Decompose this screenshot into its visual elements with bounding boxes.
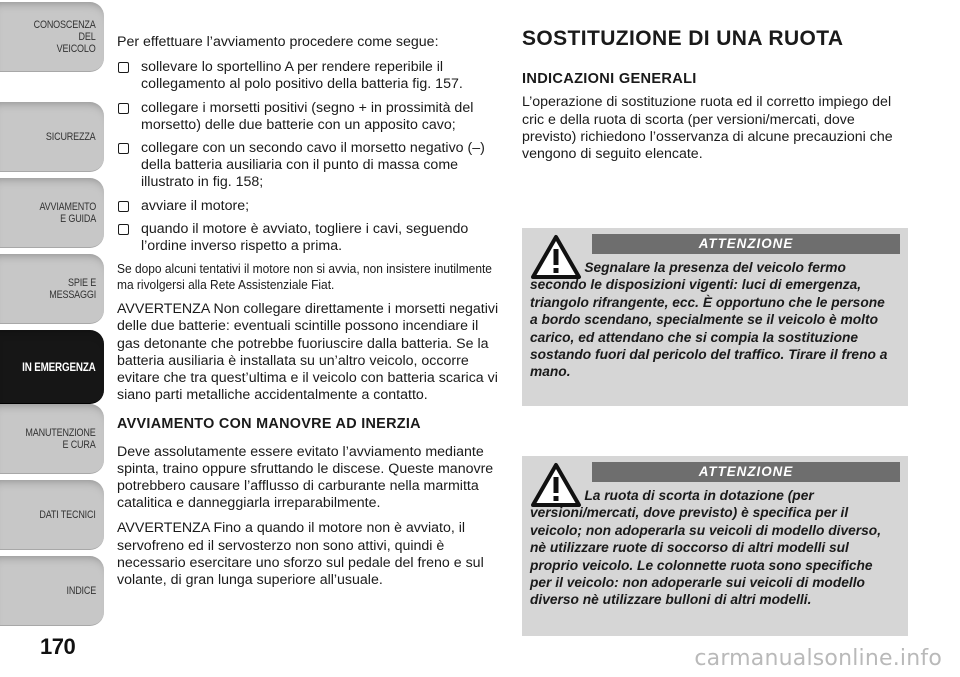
tab-dati-tecnici[interactable]	[0, 480, 104, 550]
intro-paragraph: Per effettuare l’avviamento procedere come segue:	[117, 34, 439, 50]
section-heading: AVVIAMENTO CON MANOVRE AD INERZIA	[117, 416, 421, 433]
step-text: sollevare lo sportellino A per rendere reperibile il collegamento al polo positivo della batteria fig. 157.	[141, 59, 463, 93]
note-paragraph: Se dopo alcuni tentativi il motore non si avvia, non insistere inutilmente ma rivolgersi alla Rete Assistenziale Fiat.	[117, 261, 492, 293]
tab-label: DATI TECNICI	[39, 508, 96, 521]
list-item	[117, 221, 503, 255]
step-text: collegare con un secondo cavo il morsetto negativo (–) della batteria ausiliaria con il punto di massa come illustrato in fig. 158;	[141, 140, 485, 191]
warning-box-1	[522, 228, 908, 406]
section-subtitle: INDICAZIONI GENERALI	[522, 71, 697, 88]
tab-avviamento-e-guida[interactable]	[0, 178, 104, 248]
steps-list	[117, 59, 503, 255]
watermark: carmanualsonline.info	[694, 646, 942, 671]
warning-heading: ATTENZIONE	[592, 462, 900, 482]
tab-indice[interactable]	[0, 556, 104, 626]
list-item	[117, 100, 503, 134]
checkbox-bullet-icon	[118, 103, 129, 114]
warning-box-2	[522, 456, 908, 636]
tab-conoscenza-del-veicolo[interactable]	[0, 2, 104, 72]
tab-label: MANUTENZIONE E CURA	[25, 426, 96, 451]
left-column	[117, 34, 503, 597]
tab-label: SPIE E MESSAGGI	[49, 276, 96, 301]
step-text: avviare il motore;	[141, 197, 250, 214]
list-item	[117, 59, 503, 93]
tab-label: AVVIAMENTO E GUIDA	[39, 200, 96, 225]
checkbox-bullet-icon	[118, 201, 129, 212]
tab-label: IN EMERGENZA	[22, 359, 96, 374]
list-item	[117, 140, 503, 192]
tab-sicurezza[interactable]	[0, 102, 104, 172]
tab-label: SICUREZZA	[46, 130, 96, 143]
checkbox-bullet-icon	[118, 143, 129, 154]
chapter-sidebar	[0, 0, 104, 640]
tab-spie-e-messaggi[interactable]	[0, 254, 104, 324]
page-number: 170	[40, 634, 76, 659]
step-text: quando il motore è avviato, togliere i cavi, seguendo l’ordine inverso rispetto a prima.	[141, 220, 469, 255]
avvertenza-paragraph-2: AVVERTENZA Fino a quando il motore non è avviato, il servofreno ed il servosterzo non sono attivi, quindi è necessario esercitare uno sforzo sul pedale del freno e sul volante, di gran lunga superiore all’usuale.	[117, 520, 484, 589]
warning-text: Segnalare la presenza del veicolo fermo secondo le disposizioni vigenti: luci di emergenza, triangolo rifrangente, ecc. È opportuno che le persone a bordo scendano, specialmente se il veicolo è molto carico, ed attendano che si compia la sostituzione sostando fuori dal pericolo del traffico. Tirare il freno a mano.	[530, 260, 888, 381]
tab-in-emergenza[interactable]	[0, 330, 104, 404]
warning-text: La ruota di scorta in dotazione (per versioni/mercati, dove previsto) è specifica per il veicolo; non adoperarla su veicoli di modello diverso, nè utilizzare ruote di soccorso di altri modelli sul proprio veicolo. Le colonnette ruota sono specifiche per il veicolo: non adoperarle sui veicoli di modello diverso nè utilizzare bulloni di altri modelli.	[530, 488, 882, 609]
inerzia-paragraph: Deve assolutamente essere evitato l’avviamento mediante spinta, traino oppure sfruttando le discese. Queste manovre potrebbero causare l’afflusso di carburante nella marmitta catalitica e danneggiarla irreparabilmente.	[117, 443, 494, 512]
page-title: SOSTITUZIONE DI UNA RUOTA	[522, 27, 844, 50]
tab-label: INDICE	[66, 584, 96, 597]
checkbox-bullet-icon	[118, 224, 129, 235]
checkbox-bullet-icon	[118, 62, 129, 73]
warning-heading: ATTENZIONE	[592, 234, 900, 254]
avvertenza-paragraph: AVVERTENZA Non collegare direttamente i morsetti negativi delle due batterie: eventuali scintille possono incendiare il gas detonante che potrebbe fuoriuscire dalla batteria. Se la batteria ausiliaria è installata su un’altro veicolo, occorre evitare che tra quest’ultima e il veicolo con batteria scarica vi siano parti metalliche accidentalmente a contatto.	[117, 301, 499, 404]
tab-label: CONOSCENZA DEL VEICOLO	[33, 18, 96, 55]
tab-manutenzione-e-cura[interactable]	[0, 404, 104, 474]
right-column	[522, 27, 908, 163]
general-info-paragraph: L’operazione di sostituzione ruota ed il corretto impiego del cric e della ruota di scorta (per versioni/mercati, dove previsto) richiedono l’osservanza di alcune precauzioni che vengono di seguito elencate.	[522, 94, 893, 163]
list-item	[117, 198, 503, 215]
step-text: collegare i morsetti positivi (segno + in prossimità del morsetto) delle due batterie con un apposito cavo;	[141, 99, 474, 133]
